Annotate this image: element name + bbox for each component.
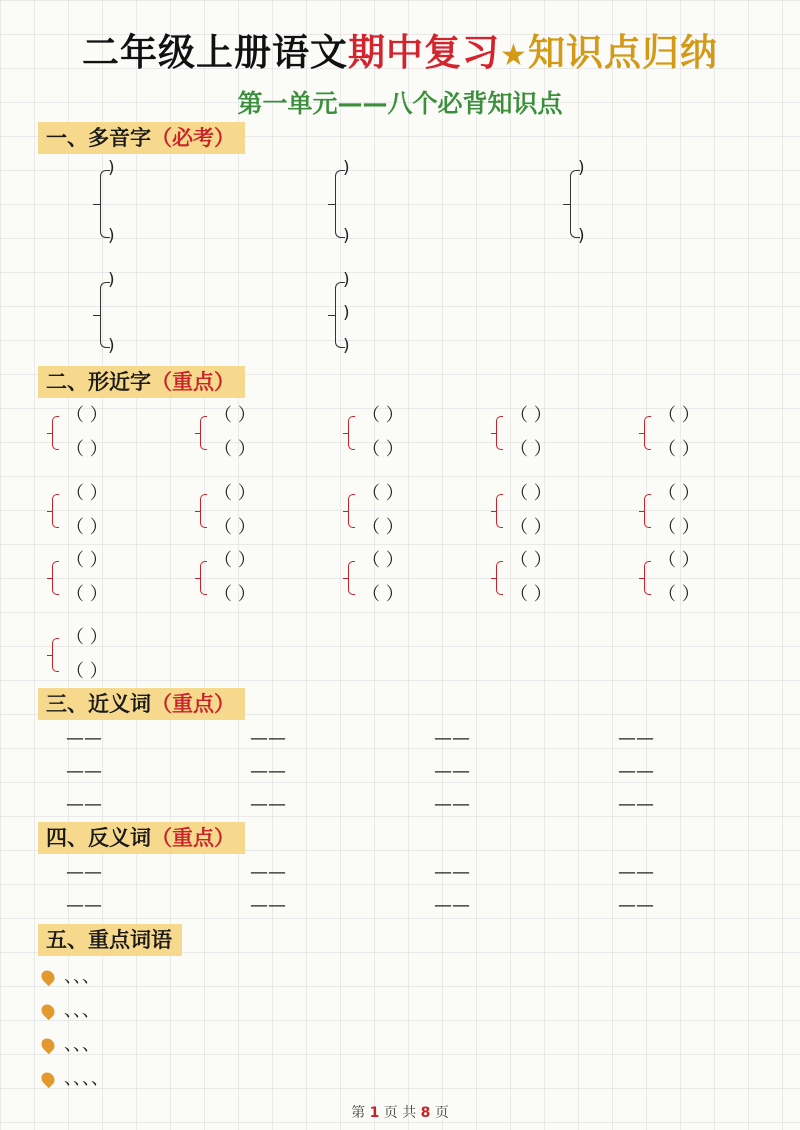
paren-open: （ (510, 550, 534, 571)
similar-char-row (658, 399, 700, 433)
paren-close: ） (681, 483, 700, 504)
paren-open: （ (362, 550, 386, 571)
paren-close: ） (385, 550, 404, 571)
paren-close: ） (533, 584, 552, 605)
similar-char-row (362, 511, 404, 545)
paren-close: ) (343, 270, 350, 290)
pair-brace (348, 416, 355, 450)
star-icon: ★ (500, 38, 528, 73)
similar-char-pair (362, 544, 404, 612)
page-title (0, 22, 800, 76)
similar-char-row (362, 578, 404, 612)
polyphone-reading (343, 303, 350, 323)
word-pair (250, 761, 286, 782)
paren-open: （ (658, 517, 682, 538)
separator: 、 (64, 1000, 73, 1021)
section-heading-tag: （必考） (151, 126, 235, 150)
paren-close: ） (89, 584, 108, 605)
paren-close: ) (343, 336, 350, 356)
footer-pre: 第 (351, 1105, 366, 1121)
title-part2: 期中复习 (348, 31, 501, 74)
separator: 、 (73, 1068, 82, 1089)
paren-open: （ (66, 517, 90, 538)
dash: —— (66, 761, 102, 782)
dash: —— (434, 761, 470, 782)
pair-brace (200, 494, 207, 528)
paren-open: （ (66, 627, 90, 648)
dash: —— (66, 728, 102, 749)
word-pair (250, 794, 286, 815)
paren-close: ） (237, 584, 256, 605)
paren-open: （ (66, 439, 90, 460)
polyphone-reading (578, 158, 585, 178)
paren-open: （ (362, 439, 386, 460)
paren-open: （ (658, 550, 682, 571)
pair-brace (644, 416, 651, 450)
section-heading-text: 一、多音字 (46, 126, 151, 150)
word-pair (66, 862, 102, 883)
pair-brace (52, 494, 59, 528)
similar-char-row (214, 511, 256, 545)
similar-char-pair (510, 399, 552, 467)
separator: 、 (82, 966, 100, 987)
similar-char-pair (510, 477, 552, 545)
pair-brace (200, 561, 207, 595)
similar-char-pair (510, 544, 552, 612)
paren-close: ) (108, 336, 115, 356)
word-pair (618, 728, 654, 749)
paren-close: ） (533, 517, 552, 538)
word-pair (434, 761, 470, 782)
section-heading-tag: （重点） (151, 826, 235, 850)
dash: —— (618, 794, 654, 815)
paren-open: （ (66, 584, 90, 605)
word-pair (250, 728, 286, 749)
similar-char-pair (214, 399, 256, 467)
similar-char-row (66, 655, 108, 689)
polyphone-reading (108, 270, 115, 290)
key-word-row (42, 962, 100, 988)
dash: —— (250, 794, 286, 815)
separator: 、 (82, 1000, 100, 1021)
paren-close: ） (237, 439, 256, 460)
similar-char-row (658, 433, 700, 467)
leaf-icon (39, 1036, 57, 1054)
leaf-icon (39, 968, 57, 986)
paren-close: ） (89, 550, 108, 571)
paren-open: （ (362, 483, 386, 504)
section-heading-tag: （重点） (151, 692, 235, 716)
key-word-row (42, 1064, 109, 1090)
key-word-row (42, 996, 100, 1022)
paren-open: （ (510, 517, 534, 538)
paren-close: ） (89, 627, 108, 648)
paren-close: ） (533, 405, 552, 426)
section-heading-similar-chars (38, 366, 245, 398)
pair-brace (496, 561, 503, 595)
paren-close: ) (578, 158, 585, 178)
similar-char-pair (362, 477, 404, 545)
paren-open: （ (362, 517, 386, 538)
similar-char-row (66, 621, 108, 655)
section-heading-polyphones (38, 122, 245, 154)
dash: —— (618, 761, 654, 782)
separator: 、 (64, 1034, 73, 1055)
polyphone-reading (343, 158, 350, 178)
similar-char-row (66, 578, 108, 612)
dash: —— (434, 728, 470, 749)
similar-char-pair (362, 399, 404, 467)
word-pair (434, 728, 470, 749)
similar-char-row (510, 477, 552, 511)
paren-open: （ (214, 405, 238, 426)
similar-char-pair (66, 621, 108, 689)
similar-char-row (66, 511, 108, 545)
paren-close: ） (89, 483, 108, 504)
paren-open: （ (66, 550, 90, 571)
pair-brace (52, 561, 59, 595)
word-pair (618, 862, 654, 883)
paren-close: ） (533, 483, 552, 504)
similar-char-row (510, 578, 552, 612)
pair-brace (496, 494, 503, 528)
similar-char-row (362, 433, 404, 467)
word-pair (618, 895, 654, 916)
word-pair (66, 895, 102, 916)
similar-char-row (362, 544, 404, 578)
dash: —— (434, 895, 470, 916)
paren-close: ） (533, 439, 552, 460)
similar-char-pair (214, 477, 256, 545)
page-footer (0, 1102, 800, 1122)
similar-char-row (658, 578, 700, 612)
paren-open: （ (510, 439, 534, 460)
separator: 、 (73, 1034, 82, 1055)
similar-char-pair (658, 399, 700, 467)
paren-close: ) (343, 303, 350, 323)
footer-post: 页 (434, 1105, 449, 1121)
paren-open: （ (510, 405, 534, 426)
section-heading-key-words (38, 924, 182, 956)
similar-char-row (214, 433, 256, 467)
pair-brace (348, 561, 355, 595)
polyphone-reading (578, 226, 585, 246)
word-pair (618, 761, 654, 782)
word-pair (434, 794, 470, 815)
dash: —— (66, 794, 102, 815)
paren-close: ） (237, 517, 256, 538)
pair-brace (496, 416, 503, 450)
polyphone-reading (108, 336, 115, 356)
similar-char-row (510, 433, 552, 467)
paren-close: ） (681, 584, 700, 605)
paren-close: ） (89, 439, 108, 460)
separator: 、 (91, 1068, 109, 1089)
word-pair (434, 895, 470, 916)
separator: 、 (64, 1068, 73, 1089)
key-word-row (42, 1030, 100, 1056)
paren-close: ） (385, 584, 404, 605)
pair-brace (200, 416, 207, 450)
polyphone-reading (108, 158, 115, 178)
paren-open: （ (362, 584, 386, 605)
word-pair (66, 794, 102, 815)
similar-char-row (362, 477, 404, 511)
paren-open: （ (658, 584, 682, 605)
separator: 、 (82, 1034, 100, 1055)
pair-brace (644, 561, 651, 595)
paren-open: （ (214, 483, 238, 504)
section-heading-text: 五、重点词语 (46, 928, 172, 952)
similar-char-row (66, 544, 108, 578)
paren-close: ） (385, 439, 404, 460)
pair-brace (644, 494, 651, 528)
paren-close: ） (533, 550, 552, 571)
paren-open: （ (66, 483, 90, 504)
word-pair (434, 862, 470, 883)
polyphone-reading (343, 270, 350, 290)
similar-char-row (658, 477, 700, 511)
title-part3: 知识点归纳 (527, 31, 718, 74)
similar-char-row (510, 511, 552, 545)
separator: 、 (73, 966, 82, 987)
similar-char-row (362, 399, 404, 433)
dash: —— (66, 895, 102, 916)
paren-close: ） (89, 661, 108, 682)
paren-open: （ (214, 439, 238, 460)
paren-close: ） (681, 550, 700, 571)
similar-char-row (66, 477, 108, 511)
section-heading-text: 二、形近字 (46, 370, 151, 394)
pair-brace (52, 416, 59, 450)
similar-char-pair (66, 477, 108, 545)
section-heading-synonyms (38, 688, 245, 720)
dash: —— (434, 862, 470, 883)
total-page-number: 8 (420, 1105, 431, 1121)
similar-char-row (214, 578, 256, 612)
similar-char-pair (658, 544, 700, 612)
paren-close: ） (237, 550, 256, 571)
similar-char-pair (66, 399, 108, 467)
paren-open: （ (510, 483, 534, 504)
similar-char-pair (658, 477, 700, 545)
dash: —— (618, 862, 654, 883)
pair-brace (348, 494, 355, 528)
separator: 、 (73, 1000, 82, 1021)
paren-close: ） (237, 405, 256, 426)
section-heading-text: 四、反义词 (46, 826, 151, 850)
similar-char-pair (66, 544, 108, 612)
paren-close: ） (237, 483, 256, 504)
dash: —— (618, 728, 654, 749)
paren-close: ) (108, 158, 115, 178)
leaf-icon (39, 1070, 57, 1088)
dash: —— (434, 794, 470, 815)
dash: —— (250, 761, 286, 782)
paren-close: ） (385, 483, 404, 504)
word-pair (250, 895, 286, 916)
pair-brace (52, 638, 59, 672)
title-part1: 二年级上册语文 (82, 31, 349, 74)
paren-open: （ (362, 405, 386, 426)
dash: —— (250, 862, 286, 883)
paren-open: （ (658, 483, 682, 504)
dash: —— (618, 895, 654, 916)
paren-open: （ (66, 405, 90, 426)
paren-open: （ (66, 661, 90, 682)
separator: 、 (82, 1068, 91, 1089)
similar-char-row (66, 433, 108, 467)
paren-close: ) (108, 226, 115, 246)
section-heading-tag: （重点） (151, 370, 235, 394)
word-pair (66, 728, 102, 749)
similar-char-row (66, 399, 108, 433)
polyphone-reading (343, 226, 350, 246)
paren-close: ） (385, 517, 404, 538)
similar-char-row (510, 544, 552, 578)
paren-close: ) (578, 226, 585, 246)
paren-close: ) (343, 226, 350, 246)
word-pair (618, 794, 654, 815)
similar-char-row (214, 477, 256, 511)
similar-char-row (658, 511, 700, 545)
polyphone-reading (108, 226, 115, 246)
paren-open: （ (214, 584, 238, 605)
paren-open: （ (658, 439, 682, 460)
word-pair (66, 761, 102, 782)
paren-close: ） (89, 405, 108, 426)
leaf-icon (39, 1002, 57, 1020)
word-pair (250, 862, 286, 883)
similar-char-row (214, 544, 256, 578)
paren-open: （ (510, 584, 534, 605)
paren-close: ） (681, 405, 700, 426)
dash: —— (250, 728, 286, 749)
current-page-number: 1 (369, 1105, 380, 1121)
polyphone-reading (343, 336, 350, 356)
page-subtitle: 第一单元——八个必背知识点 (237, 89, 563, 118)
paren-close: ) (343, 158, 350, 178)
paren-close: ） (681, 439, 700, 460)
section-heading-text: 三、近义词 (46, 692, 151, 716)
paren-open: （ (214, 550, 238, 571)
paren-close: ） (681, 517, 700, 538)
paren-close: ） (385, 405, 404, 426)
similar-char-row (658, 544, 700, 578)
similar-char-row (214, 399, 256, 433)
similar-char-pair (214, 544, 256, 612)
footer-mid: 页 共 (383, 1105, 417, 1121)
section-heading-antonyms (38, 822, 245, 854)
dash: —— (66, 862, 102, 883)
dash: —— (250, 895, 286, 916)
paren-close: ) (108, 270, 115, 290)
paren-open: （ (214, 517, 238, 538)
paren-open: （ (658, 405, 682, 426)
similar-char-row (510, 399, 552, 433)
separator: 、 (64, 966, 73, 987)
paren-close: ） (89, 517, 108, 538)
